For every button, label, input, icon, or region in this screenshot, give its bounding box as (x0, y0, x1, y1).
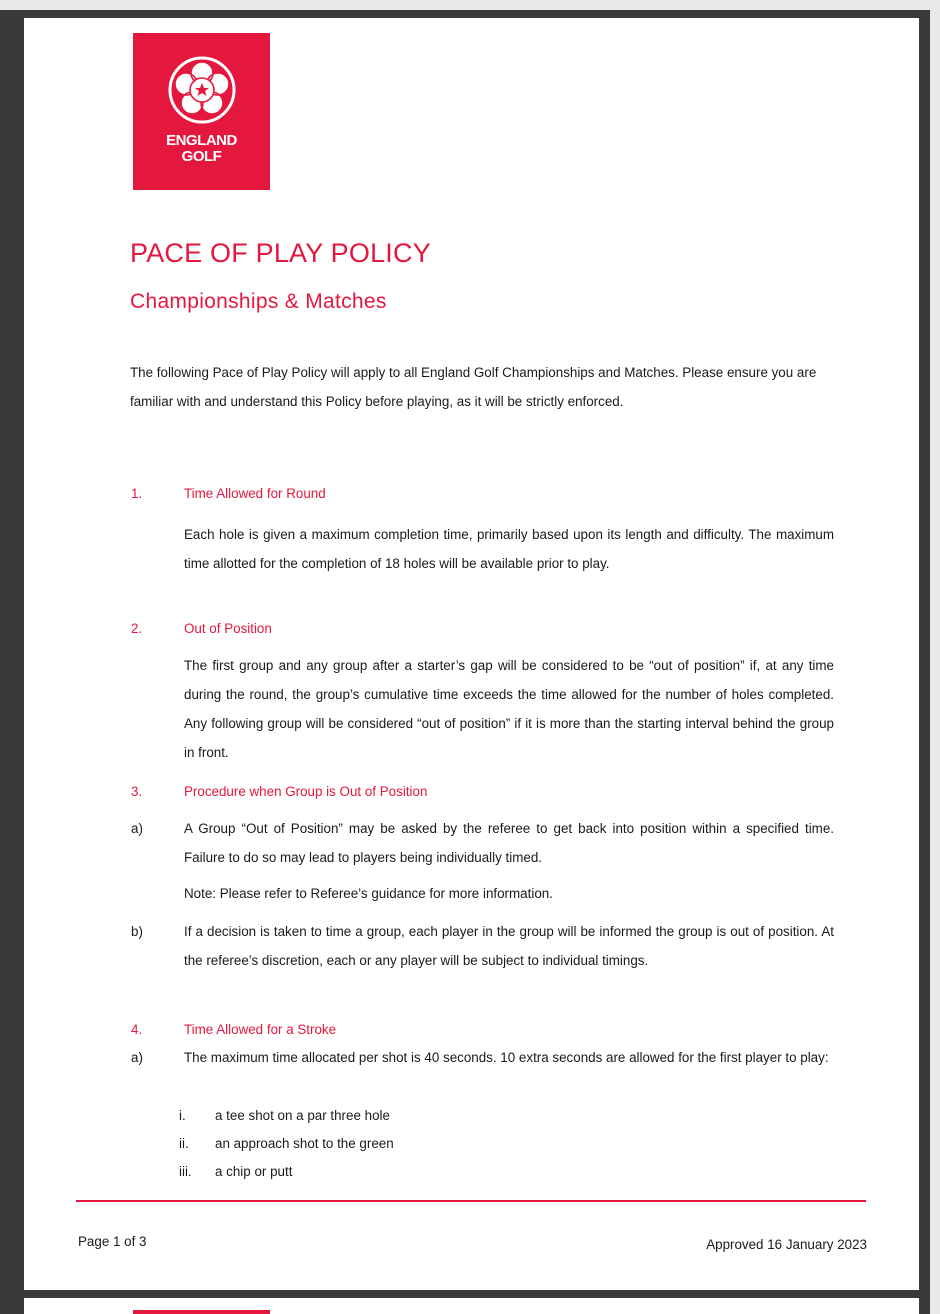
section-2-number: 2. (131, 621, 143, 636)
list-item: an approach shot to the green (215, 1136, 394, 1151)
section-3a-note: Note: Please refer to Referee’s guidance for more information. (184, 886, 553, 901)
section-1-body: Each hole is given a maximum completion time, primarily based upon its length and difficulty. The maximum time allotted for the completion of 18 holes will be available prior to play. (184, 527, 834, 571)
list-item-numeral: ii. (179, 1136, 189, 1151)
england-golf-logo (133, 33, 270, 190)
section-1-title: Time Allowed for Round (184, 486, 326, 501)
section-2-body: The first group and any group after a starter’s gap will be considered to be “out of position” if, at any time during the round, the group’s cumulative time exceeds the time allowed for the number of holes completed. Any following group will be considered “out of position” if it is more than the starting interval behind the group in front. (184, 658, 834, 760)
section-4a-letter: a) (131, 1050, 143, 1065)
logo-wordmark (133, 133, 270, 165)
section-3-title: Procedure when Group is Out of Position (184, 784, 428, 799)
page-subtitle: Championships & Matches (130, 290, 387, 313)
section-4-title: Time Allowed for a Stroke (184, 1022, 337, 1037)
section-3b-letter: b) (131, 924, 143, 939)
logo-line-2: GOLF (181, 148, 222, 165)
section-1-number: 1. (131, 486, 143, 501)
section-3-number: 3. (131, 784, 143, 799)
section-4a-text: The maximum time allocated per shot is 40 seconds. 10 extra seconds are allowed for the first player to play: (184, 1050, 829, 1065)
viewer-top-strip (0, 0, 940, 10)
next-document-page (24, 1298, 919, 1314)
list-item-numeral: iii. (179, 1164, 192, 1179)
next-page-logo-edge (133, 1310, 270, 1314)
list-item-numeral: i. (179, 1108, 186, 1123)
approval-date: Approved 16 January 2023 (706, 1237, 867, 1252)
section-3a-letter: a) (131, 821, 143, 836)
section-3a-text: A Group “Out of Position” may be asked by the referee to get back into position within a specified time. Failure to do so may lead to players being individually timed. (184, 821, 834, 865)
section-2-title: Out of Position (184, 621, 272, 636)
page-number: Page 1 of 3 (78, 1234, 147, 1249)
logo-line-1: ENGLAND (166, 132, 237, 149)
list-item: a tee shot on a par three hole (215, 1108, 390, 1123)
page-title: PACE OF PLAY POLICY (130, 238, 431, 268)
list-item: a chip or putt (215, 1164, 293, 1179)
section-4-number: 4. (131, 1022, 143, 1037)
section-3b-text: If a decision is taken to time a group, each player in the group will be informed the group is out of position. At the referee’s discretion, each or any player will be subject to individual timings. (184, 924, 834, 968)
document-page (24, 18, 919, 1290)
footer-divider (76, 1200, 866, 1202)
viewer-scroll-gutter[interactable] (930, 0, 940, 1314)
rose-icon (167, 55, 237, 125)
intro-paragraph: The following Pace of Play Policy will apply to all England Golf Championships and Matches. Please ensure you are familiar with and understand this Policy before playing, as it will be strictly enforced. (130, 365, 817, 409)
